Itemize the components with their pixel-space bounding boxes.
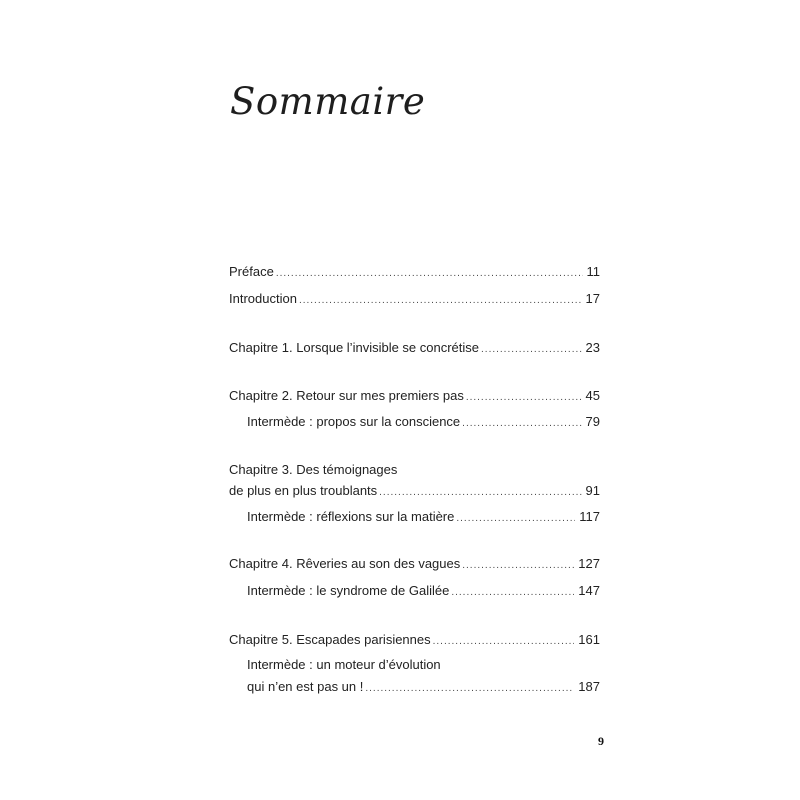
toc-entry-chapter-3-first-line: Chapitre 3. Des témoignages (229, 462, 398, 477)
toc-entry-interlude-conscience (247, 412, 600, 432)
toc-entry-page: 79 (585, 414, 600, 429)
dot-leader (276, 264, 583, 284)
toc-entry-label: Chapitre 5. Escapades parisiennes (229, 632, 431, 647)
toc-entry-page: 117 (579, 509, 600, 524)
toc-entry-label: Intermède : le syndrome de Galilée (247, 583, 450, 598)
toc-entry-interlude-evolution (247, 677, 600, 697)
toc-entry-page: 161 (578, 632, 600, 647)
toc-entry-label: qui n’en est pas un ! (247, 679, 364, 694)
toc-entry-label: de plus en plus troublants (229, 483, 378, 498)
toc-entry-page: 147 (578, 583, 600, 598)
dot-leader (433, 632, 575, 652)
toc-entry-interlude-evolution-first-line: Intermède : un moteur d’évolution (247, 657, 441, 672)
toc-entry-chapter-3 (229, 481, 600, 501)
dot-leader (299, 291, 582, 311)
toc-entry-page: 11 (586, 264, 600, 279)
toc-entry-chapter-4 (229, 554, 600, 574)
toc-entry-chapter-5 (229, 630, 600, 650)
table-of-contents (229, 0, 600, 800)
toc-entry-preface (229, 262, 600, 282)
toc-entry-label: Chapitre 2. Retour sur mes premiers pas (229, 388, 464, 403)
dot-leader (466, 388, 582, 408)
dot-leader (462, 414, 581, 434)
dot-leader (379, 483, 581, 503)
dot-leader (451, 583, 574, 603)
page-title: Sommaire (230, 80, 426, 123)
toc-entry-label: Préface (229, 264, 274, 279)
page-number: 9 (598, 734, 604, 748)
toc-entry-introduction (229, 289, 600, 309)
toc-entry-label: Intermède : réflexions sur la matière (247, 509, 455, 524)
toc-entry-page: 17 (585, 291, 600, 306)
dot-leader (365, 679, 574, 699)
toc-entry-label: Intermède : propos sur la conscience (247, 414, 461, 429)
toc-entry-chapter-1 (229, 338, 600, 358)
toc-entry-page: 23 (585, 340, 600, 355)
toc-entry-label: Chapitre 1. Lorsque l’invisible se concrétise (229, 340, 480, 355)
toc-entry-page: 187 (578, 679, 600, 694)
toc-entry-page: 45 (585, 388, 600, 403)
dot-leader (481, 340, 582, 360)
toc-entry-label: Chapitre 4. Rêveries au son des vagues (229, 556, 461, 571)
dot-leader (456, 509, 575, 529)
toc-entry-page: 127 (578, 556, 600, 571)
toc-entry-chapter-2 (229, 386, 600, 406)
toc-entry-page: 91 (585, 483, 600, 498)
toc-entry-interlude-galilee (247, 581, 600, 601)
toc-entry-label: Introduction (229, 291, 297, 306)
toc-entry-interlude-matiere (247, 507, 600, 527)
dot-leader (462, 556, 574, 576)
